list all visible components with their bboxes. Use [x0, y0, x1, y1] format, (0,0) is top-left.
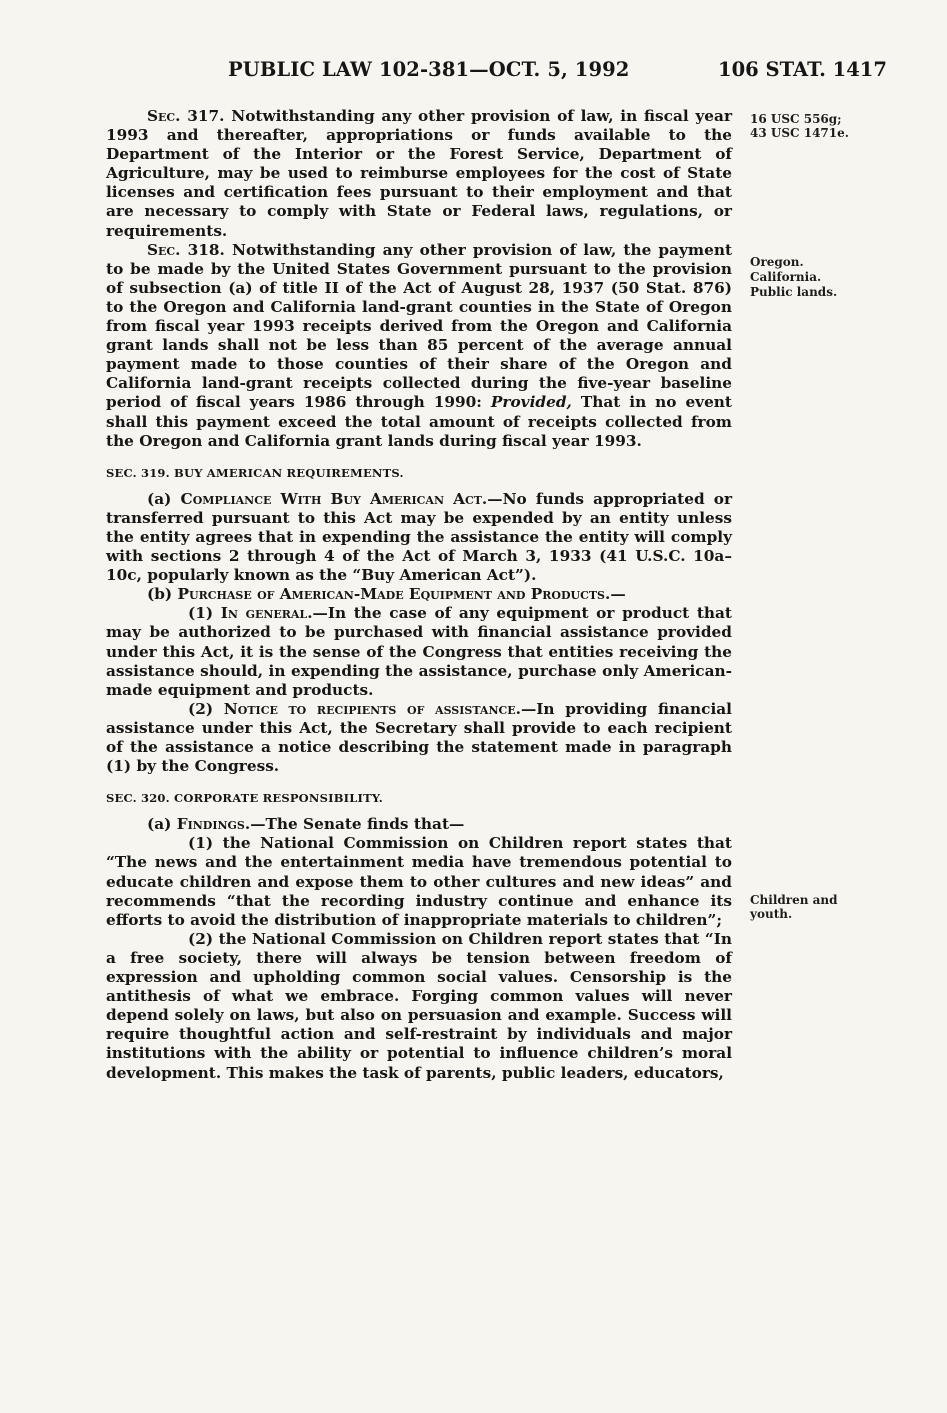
paragraph-text: —In the case of any equipment or product that may be authorized to be purchased with financial assistance provided under this Act, it is the sense of the Congress that entities receiving the assistance should, in expending the assistance, purchase only American-made equipment and products. — [106, 604, 733, 699]
paragraph-title: Notice to recipients of assistance. — [223, 699, 521, 718]
running-title: PUBLIC LAW 102-381—OCT. 5, 1992 — [228, 58, 630, 81]
section-320-heading: SEC. 320. CORPORATE RESPONSIBILITY. — [106, 791, 383, 806]
section-319-heading: SEC. 319. BUY AMERICAN REQUIREMENTS. — [106, 465, 404, 480]
document-body — [106, 107, 732, 1083]
margin-note-children-youth: Children and youth. — [750, 893, 838, 921]
statute-page-number: 106 STAT. 1417 — [718, 58, 887, 81]
margin-note-keywords — [750, 255, 860, 300]
margin-note-oregon: Oregon. — [750, 255, 804, 269]
finding-2: (2) the National Commission on Children report states that “In a free society, there will always be tension between freedom of expression and upholding common social values. Censorship is the antithesis of what we embrace. Forging common values will never depend solely on laws, but also on persuasion and example. Success will require thoughtful action and self-restraint by individuals and major institutions with the ability or potential to influence children’s moral development. This makes the task of parents, public leaders, educators, — [106, 929, 732, 1082]
finding-1: (1) the National Commission on Children report states that “The news and the entertainment media have tremendous potential to educate children and expose them to other cultures and new ideas” and recommends “that the recording industry continue and enhance its efforts to avoid the distribution of inappropriate materials to children”; — [106, 834, 732, 929]
section-318-text: Notwithstanding any other provision of law, the payment to be made by the United States Government pursuant to the provision of subsection (a) of title II of the Act of August 28, 1937 (50 Stat. 876) to the Oregon and California land-grant counties in the State of Oregon from fiscal year 1993 receipts derived from the Oregon and California grant lands shall not be less than 85 percent of the average annual payment made to those counties of their share of the Oregon and California land-grant receipts collected during the five-year baseline period of fiscal years 1986 through 1990: — [106, 240, 733, 412]
margin-note-public-lands: Public lands. — [750, 285, 838, 299]
section-319-b-1 — [106, 604, 732, 699]
section-319-a — [106, 490, 732, 585]
page-header — [0, 58, 947, 90]
section-318-label: Sec. 318. — [147, 240, 225, 259]
section-319-b-2 — [106, 700, 732, 776]
section-319-b — [106, 585, 732, 604]
section-318 — [106, 241, 732, 451]
subsection-label: (a) — [147, 815, 172, 834]
paragraph-label: (2) — [188, 699, 214, 718]
section-320-a — [106, 815, 732, 834]
margin-note-usc-citation: 16 USC 556g; 43 USC 1471e. — [750, 112, 849, 140]
subsection-dash: — — [610, 585, 626, 604]
subsection-label: (b) — [147, 585, 173, 604]
subsection-text: —The Senate finds that— — [250, 815, 465, 834]
paragraph-text: —In providing financial assistance under this Act, the Secretary shall provide to each recipient of the assistance a notice describing the statement made in paragraph (1) by the Congress. — [106, 699, 732, 776]
subsection-title: Compliance With Buy American Act. — [180, 489, 488, 508]
margin-note-california: California. — [750, 270, 822, 284]
section-317-label: Sec. 317. — [147, 107, 225, 125]
provided-clause: Provided, — [490, 393, 572, 412]
section-317-text: Notwithstanding any other provision of law, in fiscal year 1993 and thereafter, appropriations or funds available to the Department of the Interior or the Forest Service, Department of Agriculture, may be used to reimburse employees for the cost of State licenses and certification fees pursuant to their employment and that are necessary to comply with State or Federal laws, regulations, or requirements. — [106, 107, 733, 240]
subsection-title: Purchase of American-Made Equipment and Products. — [177, 585, 611, 604]
paragraph-label: (1) — [188, 604, 214, 623]
subsection-title: Findings. — [176, 815, 251, 834]
subsection-label: (a) — [147, 489, 172, 508]
subsection-text: —No funds appropriated or transferred pursuant to this Act may be expended by an entity unless the entity agrees that in expending the assistance the entity will comply with sections 2 through 4 of the Act of March 3, 1933 (41 U.S.C. 10a–10c, popularly known as the “Buy American Act”). — [106, 489, 733, 585]
section-318-proviso: That in no event shall this payment exceed the total amount of receipts collected from the Oregon and California grant lands during fiscal year 1993. — [106, 393, 732, 450]
paragraph-title: In general. — [220, 604, 313, 623]
section-317 — [106, 107, 732, 241]
